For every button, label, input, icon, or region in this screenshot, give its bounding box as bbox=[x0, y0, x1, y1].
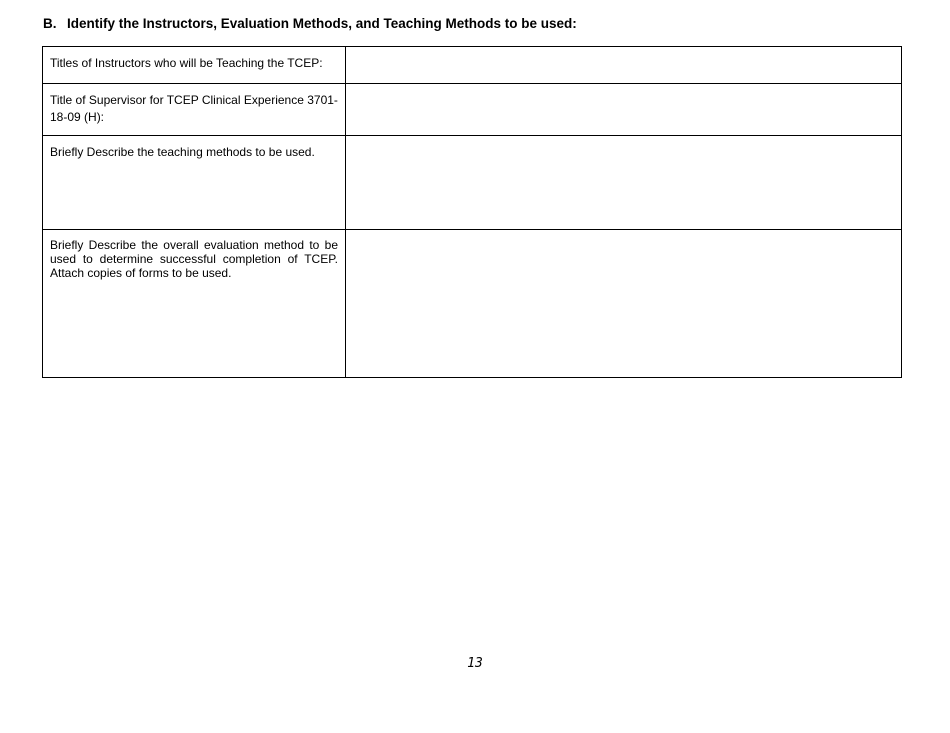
teaching-methods-label-cell bbox=[43, 136, 346, 230]
teaching-methods-answer-field[interactable] bbox=[346, 136, 902, 230]
section-heading bbox=[43, 16, 577, 31]
page-number: 13 bbox=[467, 656, 483, 671]
instructor-evaluation-table bbox=[42, 46, 902, 378]
section-title: Identify the Instructors, Evaluation Methods, and Teaching Methods to be used: bbox=[67, 16, 577, 31]
section-letter: B. bbox=[43, 16, 57, 31]
supervisor-label: Title of Supervisor for TCEP Clinical Experience 3701-18-09 (H): bbox=[50, 93, 338, 124]
table-row-supervisor bbox=[43, 84, 902, 136]
supervisor-answer-field[interactable] bbox=[346, 84, 902, 136]
table-row-teaching-methods bbox=[43, 136, 902, 230]
instructors-label: Titles of Instructors who will be Teaching the TCEP: bbox=[50, 56, 323, 70]
evaluation-method-answer-field[interactable] bbox=[346, 230, 902, 378]
table-row-evaluation-method bbox=[43, 230, 902, 378]
evaluation-method-label-cell bbox=[43, 230, 346, 378]
evaluation-method-label: Briefly Describe the overall evaluation method to be used to determine successful completion of TCEP. Attach copies of forms to be used. bbox=[50, 238, 338, 280]
table-row-instructors bbox=[43, 47, 902, 84]
instructors-answer-field[interactable] bbox=[346, 47, 902, 84]
instructors-label-cell bbox=[43, 47, 346, 84]
supervisor-label-cell bbox=[43, 84, 346, 136]
teaching-methods-label: Briefly Describe the teaching methods to be used. bbox=[50, 145, 315, 159]
